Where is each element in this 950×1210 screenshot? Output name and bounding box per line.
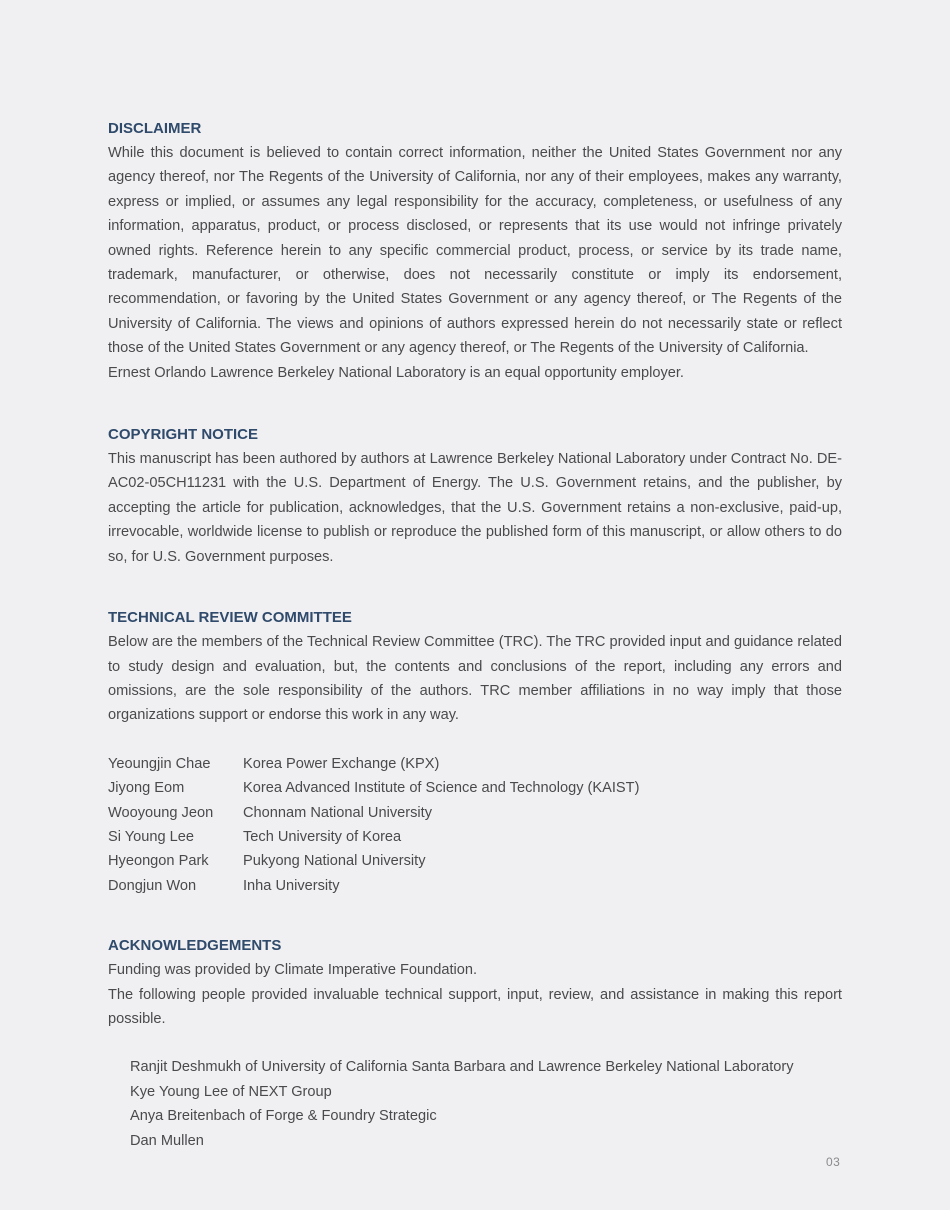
funding-note: Funding was provided by Climate Imperative Foundation.: [108, 962, 478, 979]
trc-member-table: [108, 752, 639, 898]
member-name: Hyeongon Park: [108, 853, 209, 870]
member-affiliation: Korea Advanced Institute of Science and Technology (KAIST): [243, 780, 640, 797]
member-name: Yeoungjin Chae: [108, 755, 211, 772]
table-row: [108, 874, 639, 898]
trc-section: [108, 606, 842, 898]
member-name: Jiyong Eom: [108, 780, 185, 797]
list-item: Anya Breitenbach of Forge & Foundry Strategic: [130, 1108, 437, 1125]
copyright-body: This manuscript has been authored by authors at Lawrence Berkeley National Laboratory under Contract No. DE-AC02-05CH11231 with the U.S. Department of Energy. The U.S. Government retains, and the publisher, by accepting the article for publication, acknowledges, that the U.S. Government retains a non-exclusive, paid-up, irrevocable, worldwide license to publish or reproduce the published form of this manuscript, or allow others to do so, for U.S. Government purposes.: [108, 451, 842, 565]
member-affiliation: Inha University: [243, 877, 340, 894]
list-item: Kye Young Lee of NEXT Group: [130, 1083, 332, 1100]
acknowledgements-heading: ACKNOWLEDGEMENTS: [108, 937, 282, 955]
copyright-section: [108, 423, 842, 569]
member-affiliation: Korea Power Exchange (KPX): [243, 755, 440, 772]
table-row: [108, 801, 639, 825]
table-row: [108, 825, 639, 849]
page-number: 03: [826, 1155, 841, 1169]
table-row: [108, 776, 639, 800]
member-affiliation: Pukyong National University: [243, 853, 426, 870]
list-item: Ranjit Deshmukh of University of California Santa Barbara and Lawrence Berkeley National Laboratory: [130, 1059, 794, 1076]
copyright-heading: COPYRIGHT NOTICE: [108, 426, 259, 444]
list-item: Dan Mullen: [130, 1132, 204, 1149]
acknowledged-people-list: [108, 1055, 842, 1153]
member-affiliation: Tech University of Korea: [243, 828, 402, 845]
disclaimer-body: While this document is believed to contain correct information, neither the United States Government nor any agency thereof, nor The Regents of the University of California, nor any of their employees, makes any warranty, express or implied, or assumes any legal responsibility for the accuracy, completeness, or usefulness of any information, apparatus, product, or process disclosed, or represents that its use would not infringe privately owned rights. Reference herein to any specific commercial product, process, or service by its trade name, trademark, manufacturer, or otherwise, does not necessarily constitute or imply its endorsement, recommendation, or favoring by the United States Government or any agency thereof, or The Regents of the University of California. The views and opinions of authors expressed herein do not necessarily state or reflect those of the United States Government or any agency thereof, or The Regents of the University of California.: [108, 145, 842, 357]
table-row: [108, 752, 639, 776]
disclaimer-heading: DISCLAIMER: [108, 120, 202, 137]
table-row: [108, 849, 639, 873]
employer-note: Ernest Orlando Lawrence Berkeley National Laboratory is an equal opportunity employer.: [108, 364, 684, 381]
trc-body: Below are the members of the Technical Review Committee (TRC). The TRC provided input and guidance related to study design and evaluation, but, the contents and conclusions of the report, including any errors and omissions, are the sole responsibility of the authors. TRC member affiliations in no way imply that those organizations support or endorse this work in any way.: [108, 634, 842, 724]
member-affiliation: Chonnam National University: [243, 804, 432, 821]
acknowledgements-section: [108, 934, 842, 1153]
disclaimer-section: [108, 117, 842, 385]
trc-heading: TECHNICAL REVIEW COMMITTEE: [108, 609, 352, 627]
acknowledgements-intro: The following people provided invaluable technical support, input, review, and assistance in making this report possible.: [108, 986, 842, 1027]
member-name: Si Young Lee: [108, 828, 195, 845]
document-page: [108, 117, 842, 1153]
member-name: Dongjun Won: [108, 877, 197, 894]
member-name: Wooyoung Jeon: [108, 804, 214, 821]
